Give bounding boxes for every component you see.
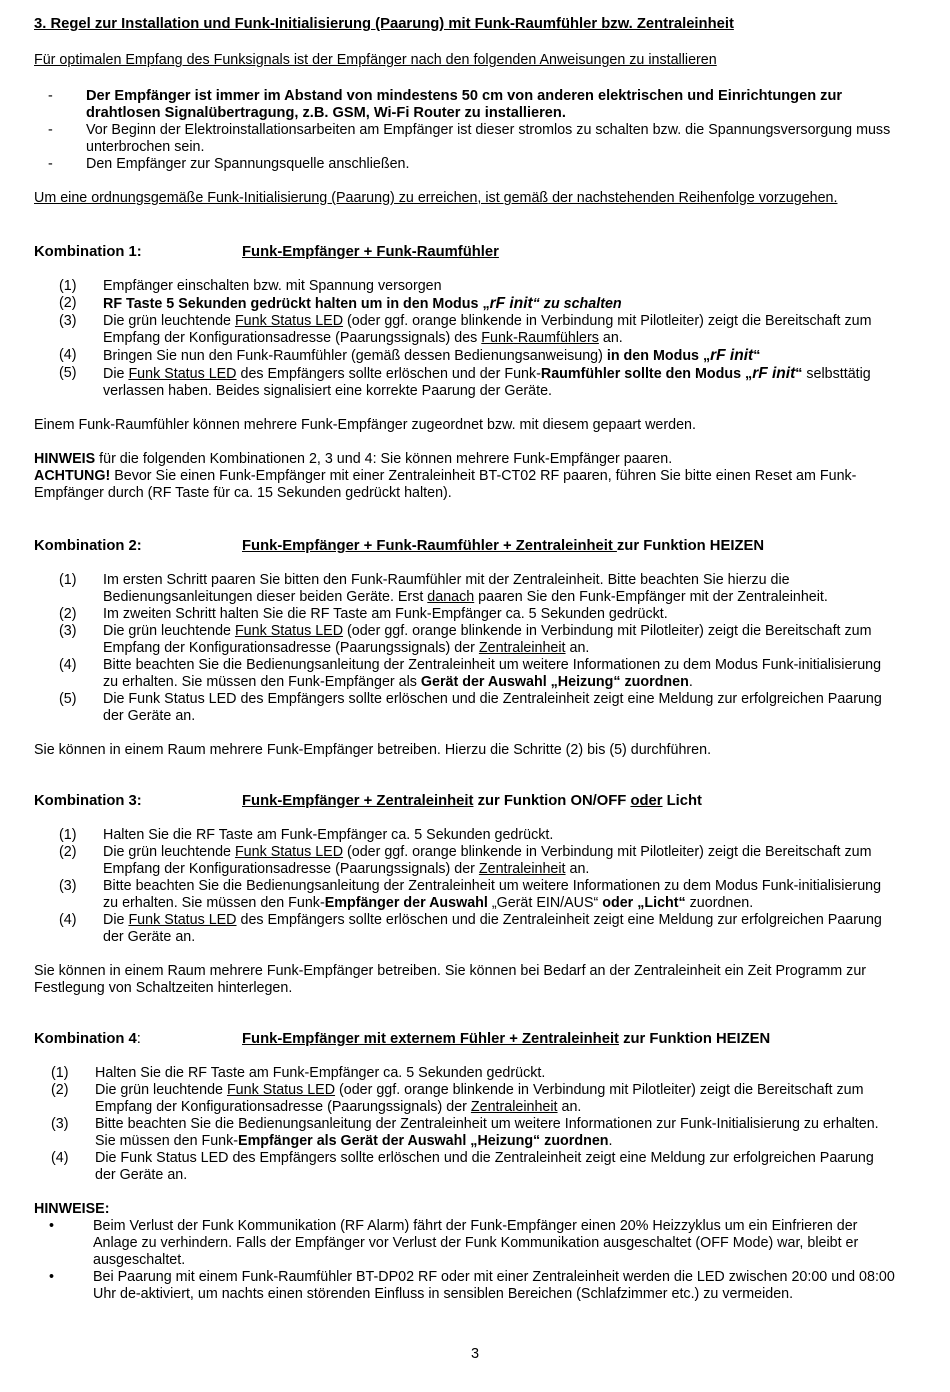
step-number: (5): [59, 691, 77, 707]
k2-step-1: [34, 572, 896, 606]
step-text-part: Funk-Raumfühlers: [481, 330, 599, 346]
dash-item-text: Vor Beginn der Elektroinstallationsarbeiten am Empfänger ist dieser stromlos zu schalten bzw. die Spannungsversorgung muss unterbrochen sein.: [86, 122, 891, 155]
k3-heading: [34, 793, 896, 810]
k2-step-4: [34, 657, 896, 691]
step-text-part: Zentraleinheit: [478, 640, 566, 656]
step-number: (1): [51, 1065, 69, 1081]
k3-step-1: [34, 827, 896, 844]
step-text-part: Funk Status LED: [234, 623, 344, 639]
k2-step-2: [34, 606, 896, 623]
step-text: [103, 844, 896, 878]
step-text-part: .: [608, 1133, 613, 1149]
step-text: [103, 572, 896, 606]
step-text-part: .: [688, 674, 693, 690]
section-title: 3. Regel zur Installation und Funk-Initialisierung (Paarung) mit Funk-Raumfühler bzw. Zentraleinheit: [34, 16, 734, 32]
step-text-part: an.: [565, 861, 590, 877]
hinweise-item-text: Bei Paarung mit einem Funk-Raumfühler BT-DP02 RF oder mit einer Zentraleinheit werden die LED zwischen 20:00 und 08:00 Uhr de-aktiviert, um nachts einen störenden Einfluss in sensiblen Bereichen (Schlafzimmer etc.) zu vermeiden.: [93, 1269, 895, 1302]
k1-title: Funk-Empfänger + Funk-Raumfühler: [242, 244, 499, 260]
step-number: (3): [59, 623, 77, 639]
k1-step-3: [34, 313, 896, 347]
step-number: (1): [59, 572, 77, 588]
k4-title-part: zur Funktion HEIZEN: [618, 1031, 771, 1047]
step-number: (4): [59, 912, 77, 928]
dash-item-text: Den Empfänger zur Spannungsquelle anschließen.: [86, 156, 410, 172]
step-text: [95, 1082, 896, 1116]
step-text-part: Funk Status LED: [128, 912, 237, 928]
step-text: Die Funk Status LED des Empfängers sollte erlöschen und die Zentraleinheit zeigt eine Meldung zur erfolgreichen Paarung der Geräte an.: [95, 1150, 874, 1183]
step-text-part: Bitte beachten Sie die Bedienungsanleitung der Zentraleinheit um weitere Informationen zur Funk-Initialisierung zu erhalten. Sie müssen den Funk-: [95, 1116, 879, 1149]
step-text: [103, 912, 896, 946]
step-text: Halten Sie die RF Taste am Funk-Empfänger ca. 5 Sekunden gedrückt.: [103, 827, 554, 843]
step-text-part: Die: [103, 366, 129, 382]
step-text-part: paaren Sie den Funk-Empfänger mit der Zentraleinheit.: [474, 589, 828, 605]
step-text: Die Funk Status LED des Empfängers sollte erlöschen und die Zentraleinheit zeigt eine Meldung zur erfolgreichen Paarung der Geräte an.: [103, 691, 882, 724]
k3-title-part: oder: [630, 793, 663, 809]
step-text: [103, 295, 896, 313]
k3-step-4: [34, 912, 896, 946]
k3-step-3: [34, 878, 896, 912]
step-text-part: Zentraleinheit: [478, 861, 566, 877]
step-text-part: „Licht“: [633, 895, 686, 911]
step-number: (1): [59, 278, 77, 294]
step-text-part: Bitte beachten Sie die Bedienungsanleitung der Zentraleinheit um weitere Informationen zu dem Modus Funk-initialisierung zu erhalten. Sie müssen den Funk-: [103, 878, 882, 911]
step-text-part: (oder ggf. orange blinkende in Verbindung mit Pilotleiter) zeigt die Bereitschaft zum Empfang der Konfigurationsadresse (Paarungssignals) des: [103, 313, 872, 346]
k1-step-4: [34, 347, 896, 365]
page-number: 3: [470, 1346, 480, 1362]
step-text: [103, 878, 896, 912]
k4-title: [242, 1031, 770, 1048]
step-text-part: selbsttätig verlassen haben. Beides signalisiert eine korrekte Paarung der Geräte.: [103, 366, 871, 399]
step-text-part: Empfänger der Auswahl: [324, 895, 488, 911]
step-text-part: (oder ggf. orange blinkende in Verbindung mit Pilotleiter) zeigt die Bereitschaft zum Empfang der Konfigurationsadresse (Paarungssignals) der: [95, 1082, 864, 1115]
step-text-part: “ zu schalten: [532, 296, 622, 312]
step-text-part: Funk Status LED: [128, 366, 237, 382]
step-text-part: “: [753, 348, 761, 364]
step-text-part: Empfänger als Gerät der Auswahl „Heizung“ zuordnen: [238, 1133, 609, 1149]
step-text-part: „Gerät EIN/AUS“: [487, 895, 603, 911]
bullet-icon: •: [49, 1218, 55, 1234]
achtung-text: Bevor Sie einen Funk-Empfänger mit einer Zentraleinheit BT-CT02 RF paaren, führen Sie bitte einen Reset am Funk-Empfänger durch (RF Taste für ca. 15 Sekunden gedrückt halten).: [34, 468, 857, 501]
k4-title-part: Funk-Empfänger mit externem Fühler + Zentraleinheit: [242, 1031, 619, 1047]
step-text-part: Die grün leuchtende: [103, 313, 235, 329]
step-text-part: oder: [602, 895, 634, 911]
step-text-part: an.: [598, 330, 623, 346]
k1-step-2: [34, 295, 896, 313]
step-text-part: Die grün leuchtende: [103, 623, 235, 639]
step-number: (2): [51, 1082, 69, 1098]
step-text-part: Gerät der Auswahl „Heizung“ zuordnen: [420, 674, 689, 690]
k3-title-part: Funk-Empfänger + Zentraleinheit: [242, 793, 474, 809]
dash-item-1: [34, 88, 896, 122]
step-text-part: Bringen Sie nun den Funk-Raumfühler (gemäß dessen Bedienungsanweisung): [103, 348, 607, 364]
step-number: (5): [59, 365, 77, 381]
hinweise-title: HINWEISE:: [34, 1201, 110, 1217]
step-text: Empfänger einschalten bzw. mit Spannung versorgen: [103, 278, 442, 294]
step-number: (2): [59, 295, 77, 311]
k4-label: [34, 1031, 242, 1048]
step-text: [103, 347, 896, 365]
step-text: [103, 657, 896, 691]
step-text: [95, 1116, 896, 1150]
k1-step-5: [34, 365, 896, 400]
k4-step-3: [34, 1116, 896, 1150]
mode-rf-init: rF init: [489, 295, 533, 312]
step-text-part: Raumfühler sollte den Modus „: [540, 366, 753, 382]
k3-title-part: Licht: [662, 793, 702, 809]
dash-marker: -: [48, 156, 53, 172]
step-text: [103, 623, 896, 657]
step-number: (3): [51, 1116, 69, 1132]
k1-note: Einem Funk-Raumfühler können mehrere Funk-Empfänger zugeordnet bzw. mit diesem gepaart werden.: [34, 417, 696, 433]
step-text-part: (oder ggf. orange blinkende in Verbindung mit Pilotleiter) zeigt die Bereitschaft zum Empfang der Konfigurationsadresse (Paarungssignals) der: [103, 844, 872, 877]
step-text-part: an.: [565, 640, 590, 656]
step-text: [103, 313, 896, 347]
k4-label-text: Kombination 4: [34, 1031, 137, 1047]
step-number: (4): [59, 347, 77, 363]
dash-item-3: [34, 156, 896, 173]
hinweise-item-2: [34, 1269, 896, 1303]
step-text-part: “: [795, 366, 803, 382]
k2-step-5: [34, 691, 896, 725]
step-text-part: (oder ggf. orange blinkende in Verbindung mit Pilotleiter) zeigt die Bereitschaft zum Empfang der Konfigurationsadresse (Paarungssignals) der: [103, 623, 872, 656]
step-text-part: Funk Status LED: [234, 844, 344, 860]
k1-step-1: [34, 278, 896, 295]
k2-label: Kombination 2:: [34, 538, 142, 554]
step-text-part: des Empfängers sollte erlöschen und die Zentraleinheit zeigt eine Meldung zur erfolgreichen Paarung der Geräte an.: [103, 912, 882, 945]
dash-marker: -: [48, 88, 53, 104]
achtung-label: ACHTUNG!: [34, 468, 111, 484]
k2-heading: [34, 538, 896, 555]
bullet-icon: •: [49, 1269, 55, 1285]
k4-heading: [34, 1031, 896, 1048]
hinweis-text: für die folgenden Kombinationen 2, 3 und 4: Sie können mehrere Funk-Empfänger paaren.: [95, 451, 673, 467]
k4-label-colon: :: [136, 1031, 141, 1047]
achtung-line: [34, 468, 896, 502]
hinweis-line: [34, 451, 896, 468]
dash-item-2: [34, 122, 896, 156]
step-text-part: danach: [427, 589, 475, 605]
step-text-part: Die grün leuchtende: [103, 844, 235, 860]
step-number: (1): [59, 827, 77, 843]
k1-heading: [34, 244, 896, 261]
step-text-part: Bitte beachten Sie die Bedienungsanleitung der Zentraleinheit um weitere Informationen zu dem Modus Funk-initialisierung zu erhalten. Sie müssen den Funk-Empfänger als: [103, 657, 882, 690]
step-number: (3): [59, 878, 77, 894]
order-note: Um eine ordnungsgemäße Funk-Initialisierung (Paarung) zu erreichen, ist gemäß der nachstehenden Reihenfolge vorzugehen.: [34, 190, 838, 206]
k2-title-part: zur Funktion HEIZEN: [616, 538, 765, 554]
k4-step-4: [34, 1150, 896, 1184]
k2-title-part: Funk-Empfänger + Funk-Raumfühler + Zentraleinheit: [242, 538, 617, 554]
k2-note: Sie können in einem Raum mehrere Funk-Empfänger betreiben. Hierzu die Schritte (2) bis (5) durchführen.: [34, 742, 712, 758]
step-number: (4): [51, 1150, 69, 1166]
k1-label: Kombination 1:: [34, 244, 142, 260]
step-text: [103, 365, 896, 400]
step-text-part: Funk Status LED: [226, 1082, 336, 1098]
section-intro: Für optimalen Empfang des Funksignals ist der Empfänger nach den folgenden Anweisungen zu installieren: [34, 52, 717, 68]
k2-title: [242, 538, 764, 555]
step-text-part: Die: [103, 912, 129, 928]
mode-rf-init: rF init: [752, 365, 796, 382]
k3-note: Sie können in einem Raum mehrere Funk-Empfänger betreiben. Sie können bei Bedarf an der Zentraleinheit ein Zeit Programm zur Festlegung von Schaltzeiten hinterlegen.: [34, 963, 867, 996]
k4-step-1: [34, 1065, 896, 1082]
step-text-part: Zentraleinheit: [470, 1099, 558, 1115]
hinweise-item-text: Beim Verlust der Funk Kommunikation (RF Alarm) fährt der Funk-Empfänger einen 20% Heizzyklus um ein Einfrieren der Anlage zu verhindern. Falls der Empfänger vor Verlust der Funk Kommunikation ausgeschaltet (OFF Mode) war, bleibt er ausgeschaltet.: [93, 1218, 859, 1268]
k3-title: [242, 793, 702, 810]
dash-item-text: Der Empfänger ist immer im Abstand von mindestens 50 cm von anderen elektrischen und Einrichtungen zur drahtlosen Signalübertragung, z.B. GSM, Wi-Fi Router zu installieren.: [86, 88, 843, 121]
k3-label: Kombination 3:: [34, 793, 142, 809]
mode-rf-init: rF init: [710, 347, 754, 364]
k2-step-3: [34, 623, 896, 657]
step-text: Halten Sie die RF Taste am Funk-Empfänger ca. 5 Sekunden gedrückt.: [95, 1065, 546, 1081]
step-number: (2): [59, 606, 77, 622]
step-text-part: des Empfängers sollte erlöschen und der Funk-: [236, 366, 541, 382]
step-number: (4): [59, 657, 77, 673]
k3-title-part: zur Funktion ON/OFF: [473, 793, 631, 809]
k4-step-2: [34, 1082, 896, 1116]
step-text-part: an.: [557, 1099, 582, 1115]
step-text-part: Im ersten Schritt paaren Sie bitten den Funk-Raumfühler mit der Zentraleinheit. Bitte beachten Sie hierzu die Bedienungsanleitungen dieser beiden Geräte. Erst: [103, 572, 790, 605]
hinweise-item-1: [34, 1218, 896, 1269]
k3-step-2: [34, 844, 896, 878]
step-text-part: Die grün leuchtende: [95, 1082, 227, 1098]
step-text-part: in den Modus „: [606, 348, 711, 364]
hinweis-label: HINWEIS: [34, 451, 96, 467]
step-text-part: RF Taste 5 Sekunden gedrückt halten um in den Modus „: [103, 296, 490, 312]
dash-marker: -: [48, 122, 53, 138]
step-number: (3): [59, 313, 77, 329]
step-text-part: zuordnen.: [685, 895, 754, 911]
document-page: [34, 16, 896, 1303]
step-text: Im zweiten Schritt halten Sie die RF Taste am Funk-Empfänger ca. 5 Sekunden gedrückt.: [103, 606, 668, 622]
step-text-part: Funk Status LED: [234, 313, 344, 329]
step-number: (2): [59, 844, 77, 860]
